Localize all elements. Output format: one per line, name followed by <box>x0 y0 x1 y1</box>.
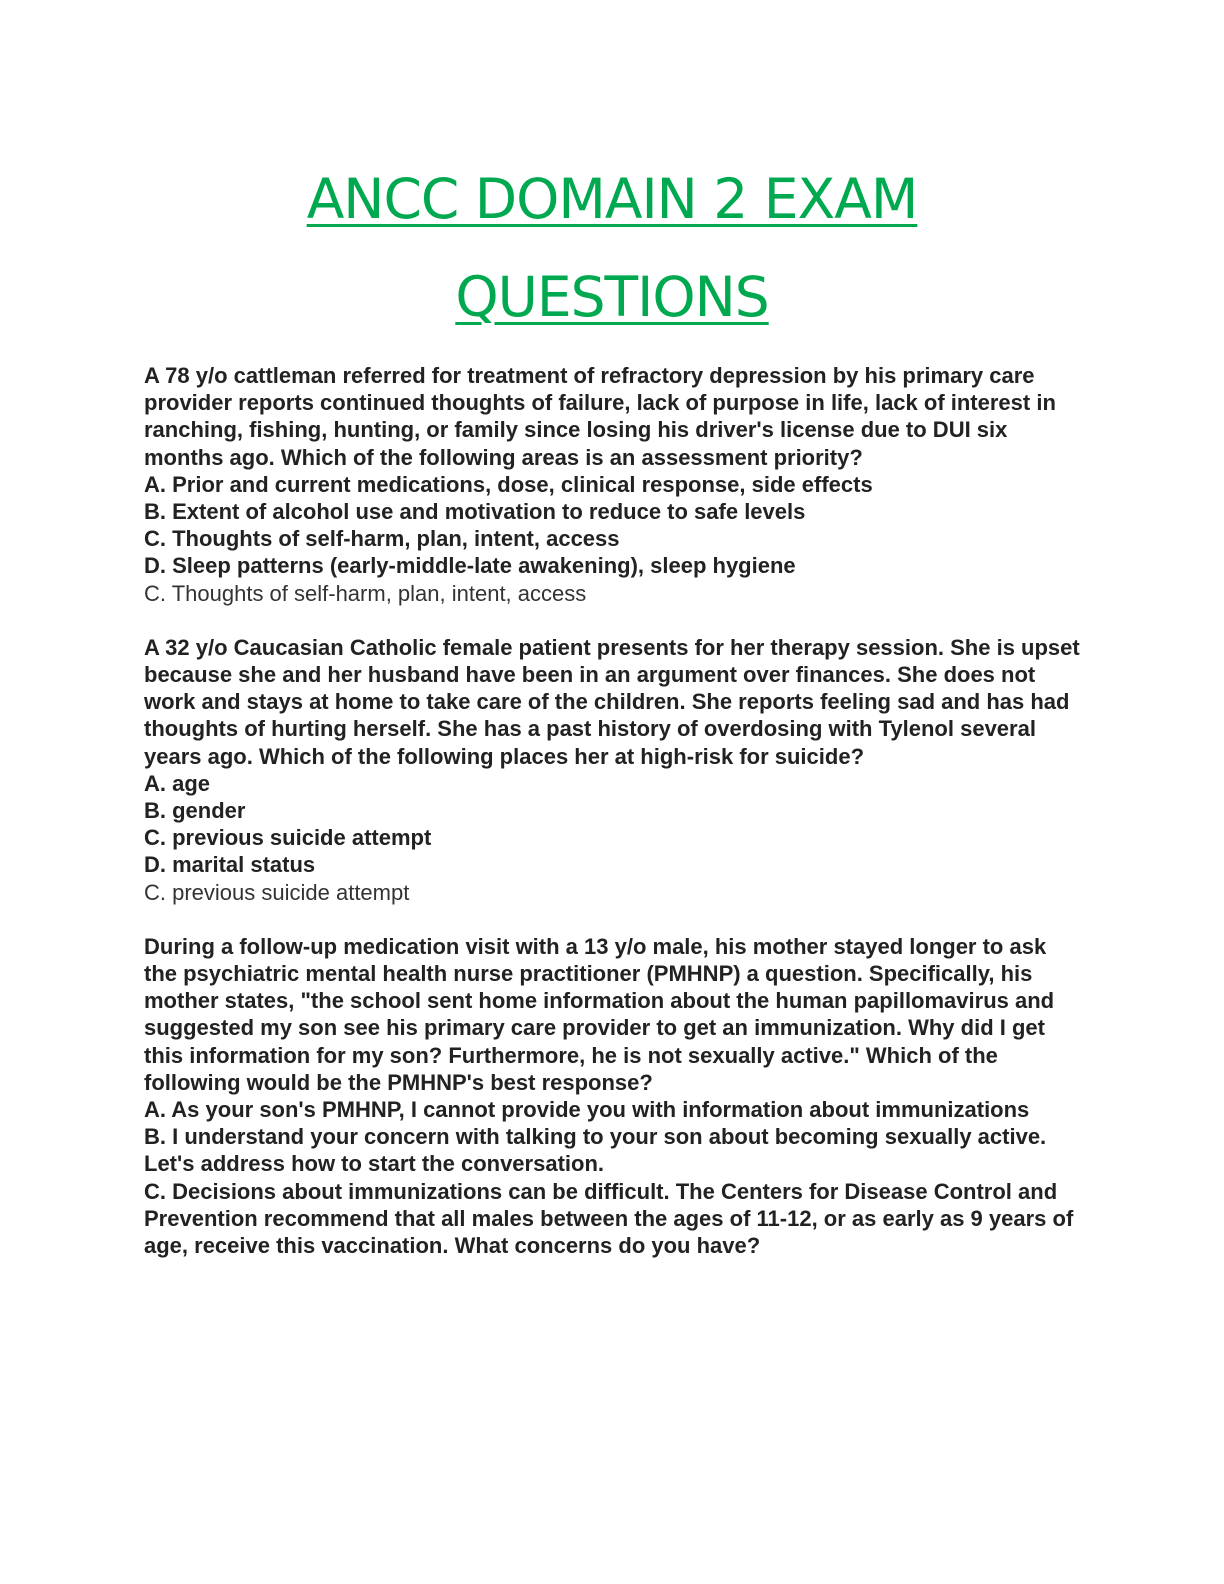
option-b: B. I understand your concern with talking to your son about becoming sexually active. Let's address how to start the conversation. <box>144 1124 1047 1177</box>
questions-list <box>144 362 1084 1286</box>
answer-text: C. previous suicide attempt <box>144 879 410 905</box>
question-2 <box>144 634 1084 906</box>
option-d: D. marital status <box>144 852 316 878</box>
option-b: B. Extent of alcohol use and motivation to reduce to safe levels <box>144 499 806 525</box>
option-c: C. Decisions about immunizations can be difficult. The Centers for Disease Control and Prevention recommend that all males between the ages of 11-12, or as early as 9 years of age, receive this vaccination. What concerns do you have? <box>144 1178 1074 1259</box>
option-d: D. Sleep patterns (early-middle-late awakening), sleep hygiene <box>144 553 796 579</box>
option-b: B. gender <box>144 798 246 824</box>
option-c: C. Thoughts of self-harm, plan, intent, access <box>144 526 620 552</box>
option-a: A. As your son's PMHNP, I cannot provide you with information about immunizations <box>144 1097 1030 1123</box>
title-line-2: QUESTIONS <box>455 265 769 329</box>
page-title <box>0 150 1224 346</box>
option-a: A. Prior and current medications, dose, clinical response, side effects <box>144 471 873 497</box>
question-1 <box>144 362 1084 607</box>
option-a: A. age <box>144 770 211 796</box>
question-stem: A 32 y/o Caucasian Catholic female patient presents for her therapy session. She is upset because she and her husband have been in an argument over finances. She does not work and stays at home to take care of the children. She reports feeling sad and has had thoughts of hurting herself. She has a past history of overdosing with Tylenol several years ago. Which of the following places her at high-risk for suicide? <box>144 634 1080 769</box>
question-stem: A 78 y/o cattleman referred for treatment of refractory depression by his primary care provider reports continued thoughts of failure, lack of purpose in life, lack of interest in ranching, fishing, hunting, or family since losing his driver's license due to DUI six months ago. Which of the following areas is an assessment priority? <box>144 363 1056 470</box>
title-line-1: ANCC DOMAIN 2 EXAM <box>306 167 918 231</box>
question-stem: During a follow-up medication visit with a 13 y/o male, his mother stayed longer to ask the psychiatric mental health nurse practitioner (PMHNP) a question. Specifically, his mother states, "the school sent home information about the human papillomavirus and suggested my son see his primary care provider to get an immunization. Why did I get this information for my son? Furthermore, he is not sexually active." Which of the following would be the PMHNP's best response? <box>144 933 1055 1095</box>
option-c: C. previous suicide attempt <box>144 825 432 851</box>
answer-text: C. Thoughts of self-harm, plan, intent, access <box>144 580 587 606</box>
question-3 <box>144 933 1084 1259</box>
